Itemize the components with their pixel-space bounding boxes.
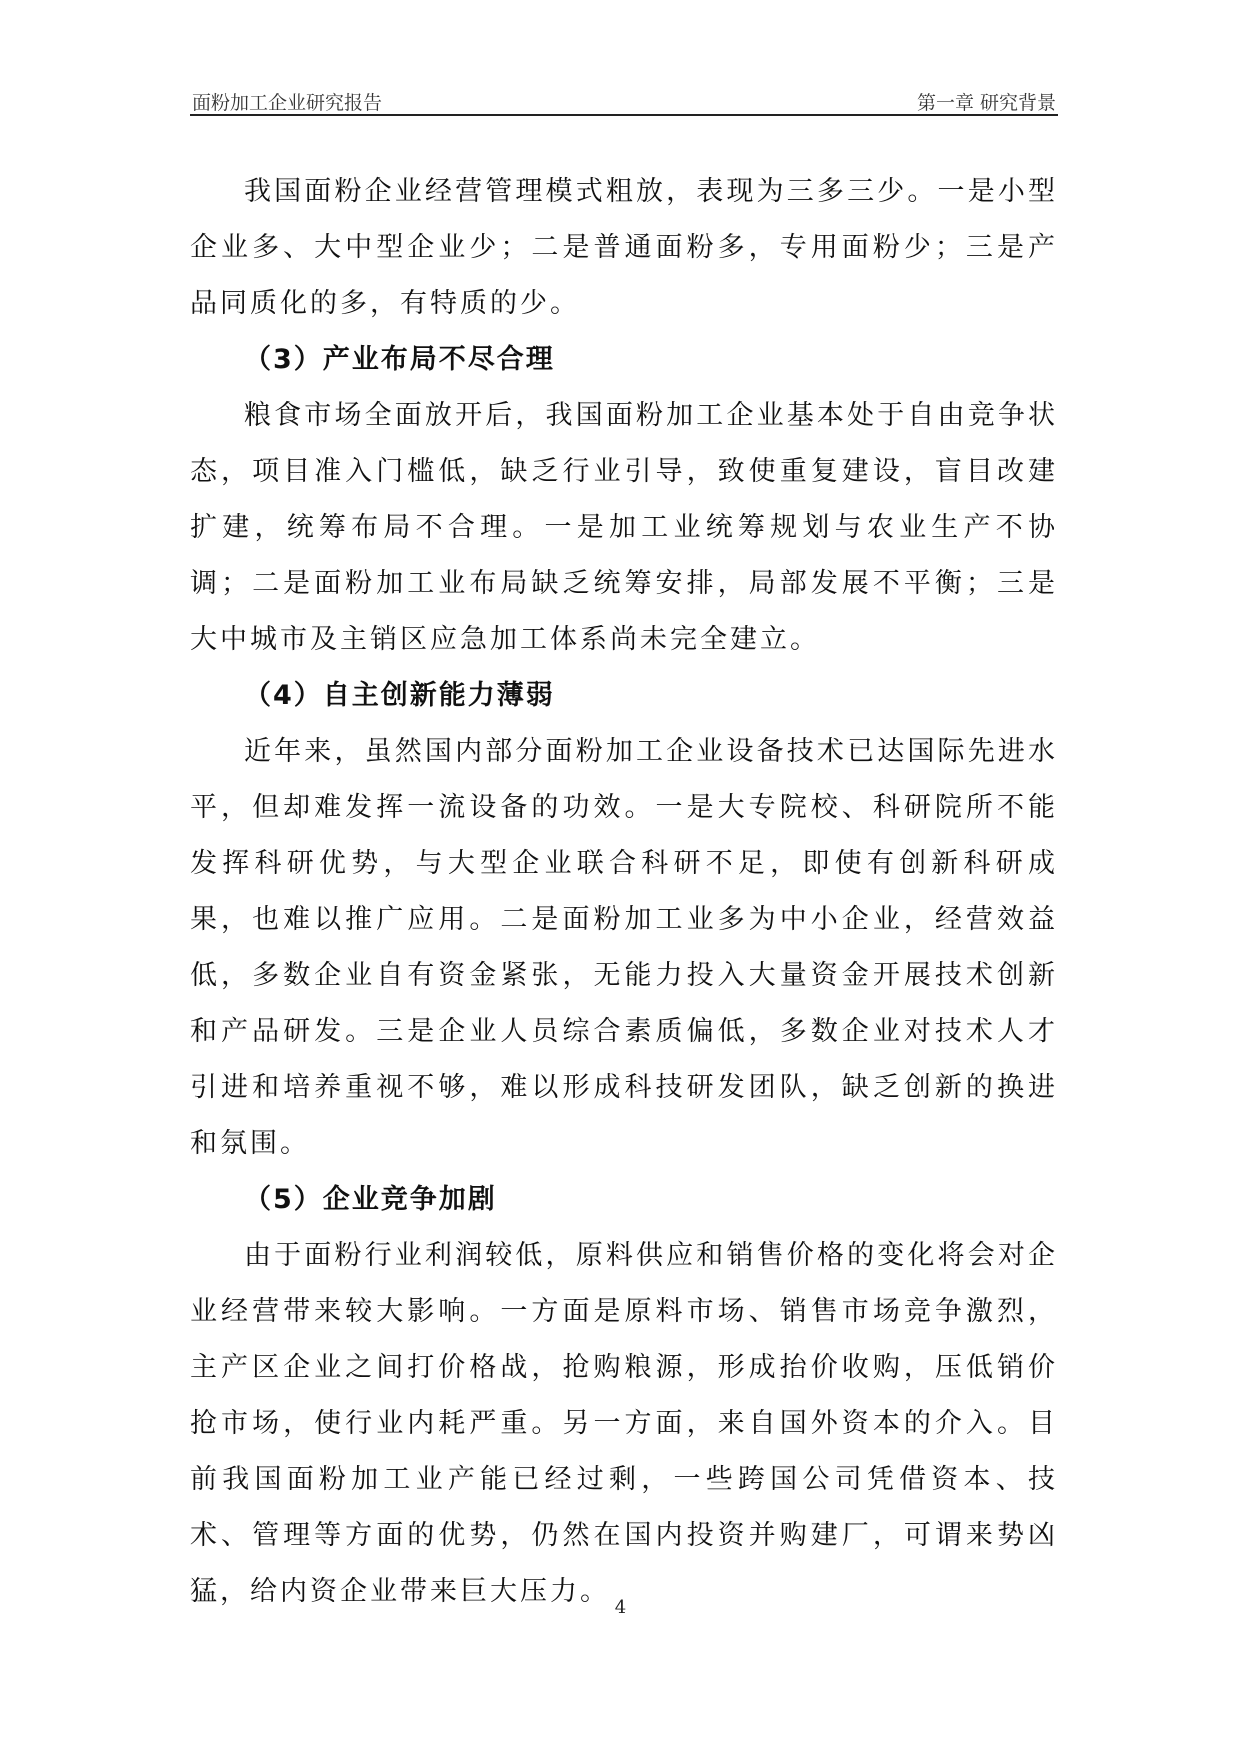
section-heading: （3）产业布局不尽合理	[244, 344, 555, 375]
chapter-title: 第一章 研究背景	[916, 92, 1056, 114]
page-header	[190, 84, 1058, 116]
paragraph: 我国面粉企业经营管理模式粗放，表现为三多三少。一是小型企业多、大中型企业少；二是普通面粉多，专用面粉少；三是产品同质化的多，有特质的少。	[190, 176, 1058, 319]
section-heading: （5）企业竞争加剧	[244, 1184, 497, 1215]
report-title: 面粉加工企业研究报告	[192, 92, 383, 114]
paragraph: 粮食市场全面放开后，我国面粉加工企业基本处于自由竞争状态，项目准入门槛低，缺乏行业引导，致使重复建设，盲目改建扩建，统筹布局不合理。一是加工业统筹规划与农业生产不协调；二是面粉加工业布局缺乏统筹安排，局部发展不平衡；三是大中城市及主销区应急加工体系尚未完全建立。	[190, 400, 1058, 655]
section-heading: （4）自主创新能力薄弱	[244, 680, 555, 711]
document-body	[190, 164, 1058, 1620]
page-number: 4	[614, 1597, 627, 1618]
paragraph: 由于面粉行业利润较低，原料供应和销售价格的变化将会对企业经营带来较大影响。一方面是原料市场、销售市场竞争激烈，主产区企业之间打价格战，抢购粮源，形成抬价收购，压低销价抢市场，使行业内耗严重。另一方面，来自国外资本的介入。目前我国面粉加工业产能已经过剩，一些跨国公司凭借资本、技术、管理等方面的优势，仍然在国内投资并购建厂，可谓来势凶猛，给内资企业带来巨大压力。	[190, 1240, 1058, 1607]
paragraph: 近年来，虽然国内部分面粉加工企业设备技术已达国际先进水平，但却难发挥一流设备的功效。一是大专院校、科研院所不能发挥科研优势，与大型企业联合科研不足，即使有创新科研成果，也难以推广应用。二是面粉加工业多为中小企业，经营效益低，多数企业自有资金紧张，无能力投入大量资金开展技术创新和产品研发。三是企业人员综合素质偏低，多数企业对技术人才引进和培养重视不够，难以形成科技研发团队，缺乏创新的换进和氛围。	[190, 736, 1058, 1159]
